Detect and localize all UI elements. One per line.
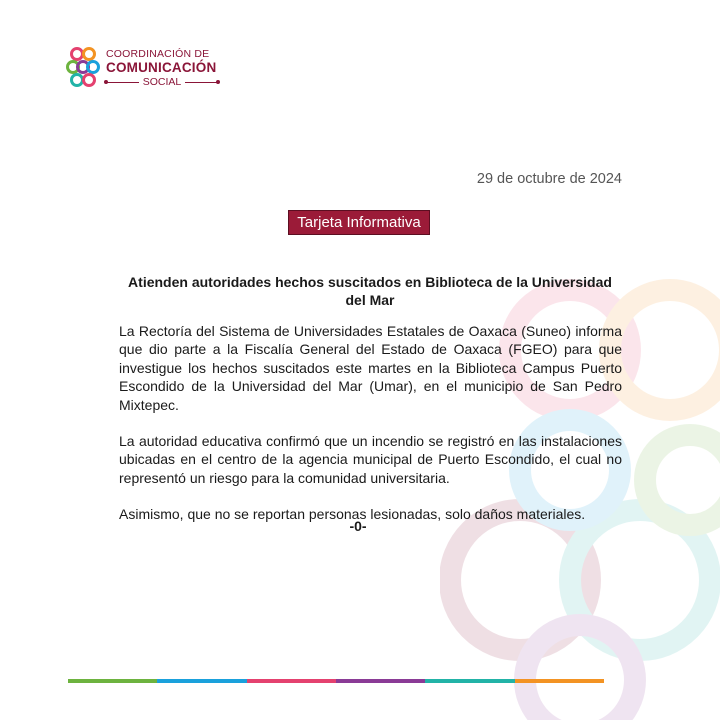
color-bar-segment (336, 679, 425, 683)
logo-line1: COORDINACIÓN DE (106, 48, 210, 60)
logo-line3-text: SOCIAL (142, 76, 182, 88)
logo (66, 44, 226, 94)
badge-container (0, 210, 720, 235)
logo-line3 (106, 76, 218, 88)
color-bar-segment (515, 679, 604, 683)
body-text (119, 322, 622, 542)
logo-line2: COMUNICACIÓN (106, 60, 217, 75)
date: 29 de octubre de 2024 (476, 171, 622, 187)
logo-rule-right (185, 82, 218, 83)
color-bar-segment (157, 679, 246, 683)
color-bar (68, 679, 604, 683)
color-bar-segment (247, 679, 336, 683)
end-mark: -0- (349, 518, 367, 534)
logo-rule-left (106, 82, 139, 83)
document-type-badge: Tarjeta Informativa (288, 210, 429, 235)
headline: Atienden autoridades hechos suscitados en Biblioteca de la Universidad del Mar (128, 274, 612, 308)
paragraph: La Rectoría del Sistema de Universidades Estatales de Oaxaca (Suneo) informa que dio parte a la Fiscalía General del Estado de Oaxaca (FGEO) para que investigue los hechos suscitados este martes en la Biblioteca Campus Puerto Escondido de la Universidad del Mar (Umar), en el municipio de San Pedro Mixtepec. (119, 323, 622, 413)
paragraph: La autoridad educativa confirmó que un incendio se registró en las instalaciones ubicadas en el centro de la agencia municipal de Puerto Escondido, el cual no representó un riesgo para la comunidad universitaria. (119, 433, 622, 486)
paragraph: Asimismo, que no se reportan personas lesionadas, solo daños materiales. (119, 506, 586, 523)
color-bar-segment (425, 679, 514, 683)
knot-emblem-icon (66, 46, 100, 88)
logo-text (106, 48, 236, 88)
color-bar-segment (68, 679, 157, 683)
